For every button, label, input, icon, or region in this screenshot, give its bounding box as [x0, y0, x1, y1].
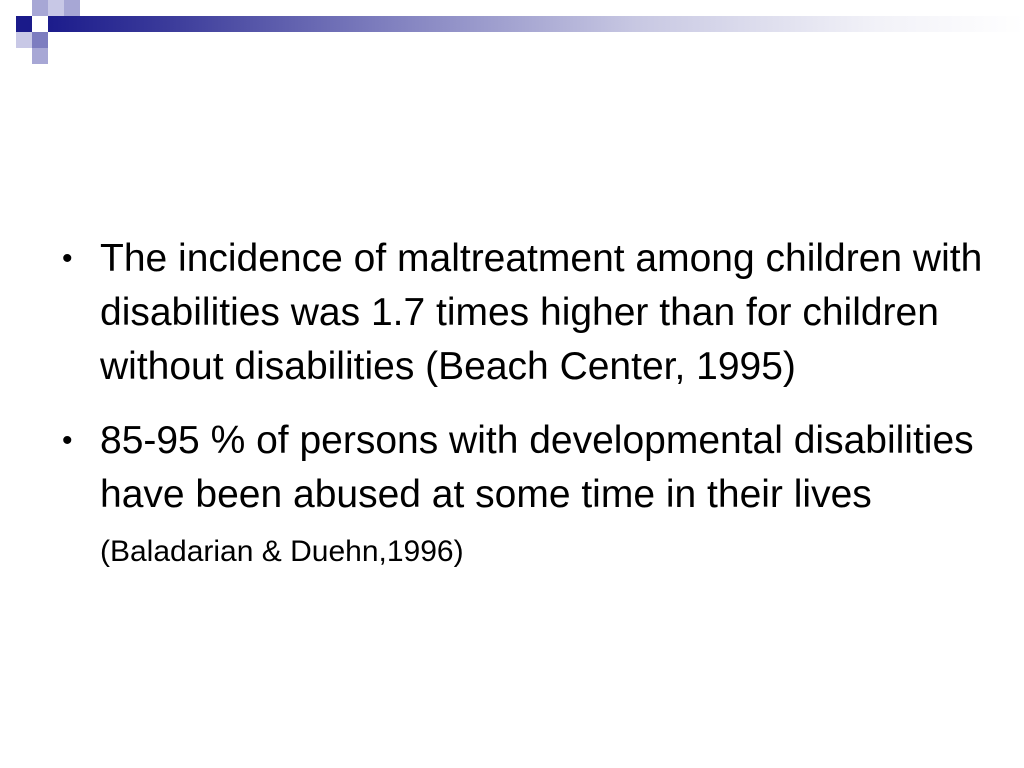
decor-square-light — [32, 0, 48, 16]
decor-square-navy — [16, 16, 32, 32]
decor-square-light — [64, 0, 80, 16]
bullet-item — [62, 232, 992, 394]
bullet-dot: • — [62, 242, 73, 275]
decor-square-pale — [48, 0, 64, 16]
citation: (Baladarian & Duehn,1996) — [100, 535, 464, 568]
bullet-text: 85-95 % of persons with developmental disabilities have been abused at some time in their lives — [100, 419, 974, 516]
bullet-text: The incidence of maltreatment among children with disabilities was 1.7 times higher than for children without disabilities (Beach Center, 1995) — [100, 237, 983, 388]
bullet-dot: • — [62, 424, 73, 457]
bullet-list — [62, 232, 992, 599]
decor-square-pale — [16, 32, 32, 48]
bullet-item — [62, 414, 992, 579]
decor-square-light — [32, 48, 48, 64]
decor-square-mid — [32, 32, 48, 48]
header-gradient-bar — [48, 16, 1024, 32]
